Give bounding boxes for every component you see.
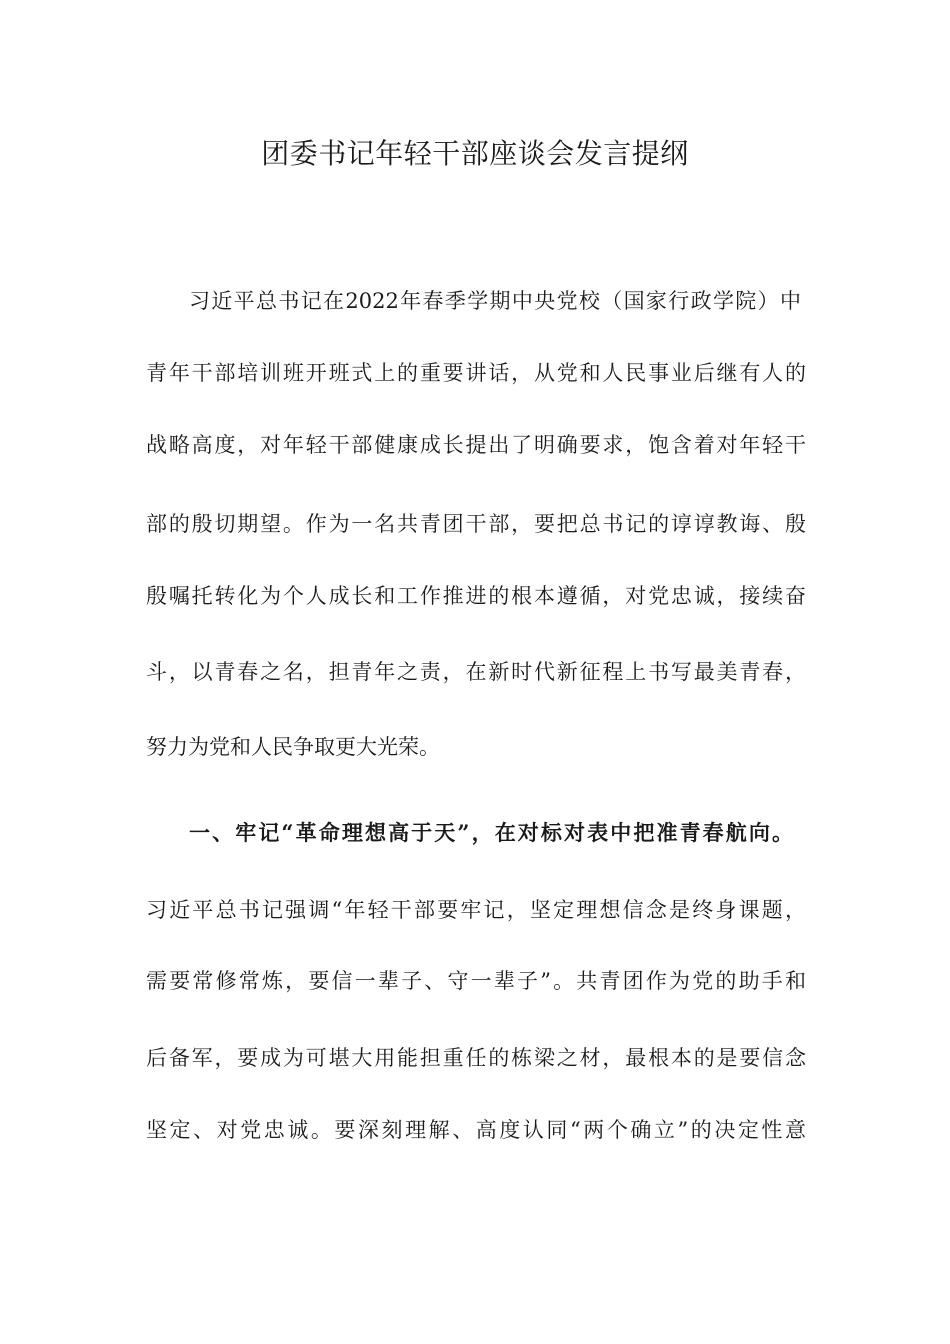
section-1-line-3: 后备军，要成为可堪大用能担重任的栋梁之材，最根本的是要信念 (146, 1046, 806, 1070)
intro-line-5: 殷嘱托转化为个人成长和工作推进的根本遵循，对党忠诚，接续奋 (146, 584, 806, 608)
intro-line-1: 习近平总书记在2022年春季学期中央党校（国家行政学院）中 (189, 289, 801, 313)
section-1-line-2: 需要常修常炼，要信一辈子、守一辈子”。共青团作为党的助手和 (146, 969, 806, 993)
intro-line-2: 青年干部培训班开班式上的重要讲话，从党和人民事业后继有人的 (146, 361, 806, 385)
intro-line-7: 努力为党和人民争取更大光荣。 (146, 735, 440, 759)
intro-line-4: 部的殷切期望。作为一名共青团干部，要把总书记的谆谆教诲、殷 (146, 512, 806, 536)
intro-line-6: 斗，以青春之名，担青年之责，在新时代新征程上书写最美青春， (146, 660, 806, 684)
section-1-line-4: 坚定、对党忠诚。要深刻理解、高度认同“两个确立”的决定性意 (146, 1118, 806, 1142)
document-title: 团委书记年轻干部座谈会发言提纲 (261, 137, 689, 170)
section-1-heading: 一、牢记“革命理想高于天”，在对标对表中把准青春航向。 (189, 820, 793, 845)
intro-line-3: 战略高度，对年轻干部健康成长提出了明确要求，饱含着对年轻干 (146, 433, 806, 457)
section-1-line-1: 习近平总书记强调“年轻干部要牢记，坚定理想信念是终身课题， (146, 898, 806, 922)
